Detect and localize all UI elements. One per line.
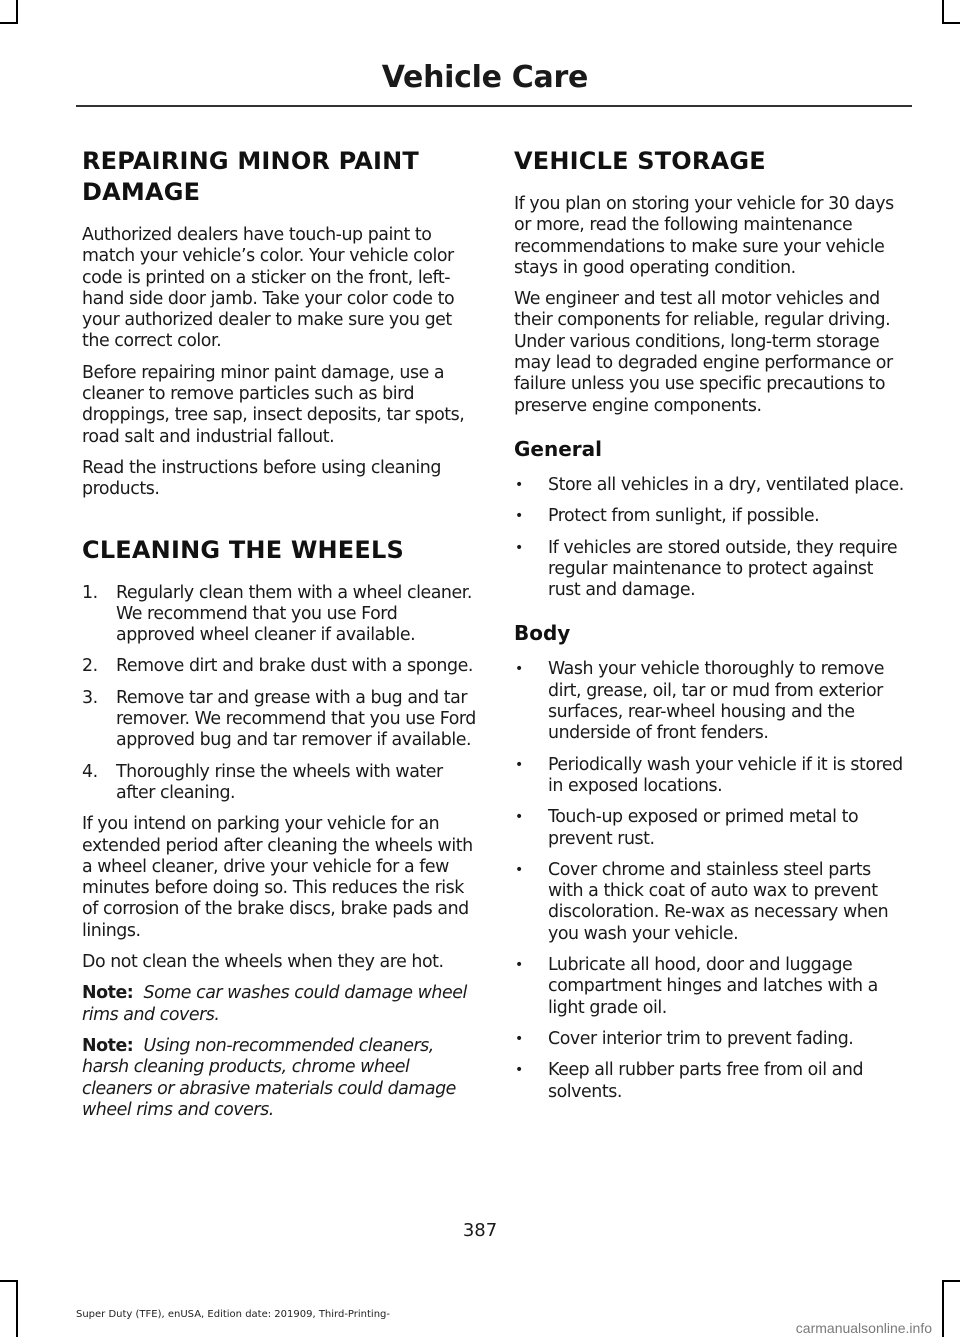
paragraph: We engineer and test all motor vehicles and their components for reliable, regular driving. Under various conditions, long-term storage may lead to degraded engine performance or failure unless you use specific precautions to preserve engine components. <box>514 289 893 416</box>
list-item-text: Keep all rubber parts free from oil and solvents. <box>548 1060 864 1102</box>
paragraph: If you plan on storing your vehicle for 30 days or more, read the following maintenance recommendations to make sure your vehicle stays in good operating condition. <box>514 194 894 278</box>
bullet: • <box>515 1062 523 1079</box>
heading-cleaning-wheels: CLEANING THE WHEELS <box>82 535 404 564</box>
body-list <box>514 659 910 1102</box>
list-item-text: Cover interior trim to prevent fading. <box>548 1028 854 1049</box>
note <box>82 1036 478 1121</box>
crop-mark <box>0 22 18 24</box>
watermark: carmanualsonline.info <box>795 1320 932 1336</box>
list-item <box>514 807 910 850</box>
left-column <box>82 146 478 1131</box>
list-item <box>514 538 910 602</box>
header-rule <box>76 105 912 107</box>
list-item-text: Periodically wash your vehicle if it is stored in exposed locations. <box>548 754 903 796</box>
list-item <box>514 506 910 527</box>
bullet: • <box>515 539 523 556</box>
list-item <box>82 762 478 805</box>
subheading-general: General <box>514 436 602 461</box>
crop-mark <box>942 22 960 24</box>
note-text: Using non-recommended cleaners, harsh cleaning products, chrome wheel cleaners or abrasive materials could damage wheel rims and covers. <box>82 1035 456 1120</box>
list-item-text: Touch-up exposed or primed metal to prevent rust. <box>548 807 859 849</box>
footer-edition: Super Duty (TFE), enUSA, Edition date: 201909, Third-Printing- <box>76 1309 391 1320</box>
bullet: • <box>515 957 523 974</box>
list-item <box>514 755 910 798</box>
step-text: Remove dirt and brake dust with a sponge. <box>116 656 473 677</box>
bullet: • <box>515 508 523 525</box>
step-number: 2. <box>82 656 98 677</box>
list-item-text: Store all vehicles in a dry, ventilated place. <box>548 474 904 495</box>
list-item-text: Protect from sunlight, if possible. <box>548 506 820 527</box>
heading-paint-damage: REPAIRING MINOR PAINT DAMAGE <box>82 147 420 206</box>
right-column <box>514 146 910 1113</box>
list-item <box>82 688 478 752</box>
subheading-body: Body <box>514 621 571 646</box>
list-item <box>514 475 910 496</box>
crop-mark <box>16 1280 18 1337</box>
note <box>82 983 478 1026</box>
heading-vehicle-storage: VEHICLE STORAGE <box>514 147 766 175</box>
note-label: Note: <box>82 983 134 1004</box>
list-item <box>82 656 478 677</box>
bullet: • <box>515 809 523 826</box>
list-item <box>514 955 910 1019</box>
note-label: Note: <box>82 1035 134 1056</box>
list-item-text: Cover chrome and stainless steel parts with a thick coat of auto wax to prevent discoloration. Re-wax as necessary when you wash your vehicle. <box>548 859 889 944</box>
list-item <box>514 1060 910 1103</box>
step-number: 3. <box>82 687 98 708</box>
crop-mark <box>942 1280 960 1282</box>
bullet: • <box>515 861 523 878</box>
crop-mark <box>942 1280 944 1337</box>
list-item-text: Lubricate all hood, door and luggage compartment hinges and latches with a light grade oil. <box>548 955 878 1018</box>
general-list <box>514 475 910 601</box>
wheel-steps-list <box>82 583 478 805</box>
crop-mark <box>0 1280 18 1282</box>
paragraph: Do not clean the wheels when they are hot. <box>82 952 444 973</box>
paragraph: Authorized dealers have touch-up paint to match your vehicle’s color. Your vehicle color code is printed on a sticker on the front, left-hand side door jamb. Take your color code to your authorized dealer to make sure you get the correct color. <box>82 225 455 352</box>
paragraph: If you intend on parking your vehicle for an extended period after cleaning the wheels with a wheel cleaner, drive your vehicle for a few minutes before doing so. This reduces the risk of corrosion of the brake discs, brake pads and linings. <box>82 814 473 941</box>
crop-mark <box>942 0 944 22</box>
step-number: 4. <box>82 761 98 782</box>
note-text: Some car washes could damage wheel rims and covers. <box>82 983 467 1025</box>
page-number: 387 <box>462 1220 498 1241</box>
list-item <box>514 659 910 744</box>
step-text: Thoroughly rinse the wheels with water after cleaning. <box>116 761 443 803</box>
list-item-text: If vehicles are stored outside, they require regular maintenance to protect against rust and damage. <box>548 537 898 601</box>
bullet: • <box>515 1030 523 1047</box>
list-item <box>82 583 478 647</box>
paragraph: Read the instructions before using cleaning products. <box>82 457 441 500</box>
list-item <box>514 1029 910 1050</box>
list-item-text: Wash your vehicle thoroughly to remove dirt, grease, oil, tar or mud from exterior surfaces, rear-wheel housing and the underside of front fenders. <box>548 659 884 744</box>
step-text: Remove tar and grease with a bug and tar remover. We recommend that you use Ford approved bug and tar remover if available. <box>116 687 476 751</box>
bullet: • <box>515 756 523 773</box>
step-text: Regularly clean them with a wheel cleaner. We recommend that you use Ford approved wheel cleaner if available. <box>116 582 472 646</box>
bullet: • <box>515 476 523 493</box>
bullet: • <box>515 661 523 678</box>
crop-mark <box>16 0 18 22</box>
section-title: Vehicle Care <box>381 60 588 95</box>
step-number: 1. <box>82 582 98 603</box>
paragraph: Before repairing minor paint damage, use a cleaner to remove particles such as bird droppings, tree sap, insect deposits, tar spots, road salt and industrial fallout. <box>82 362 465 447</box>
list-item <box>514 860 910 945</box>
